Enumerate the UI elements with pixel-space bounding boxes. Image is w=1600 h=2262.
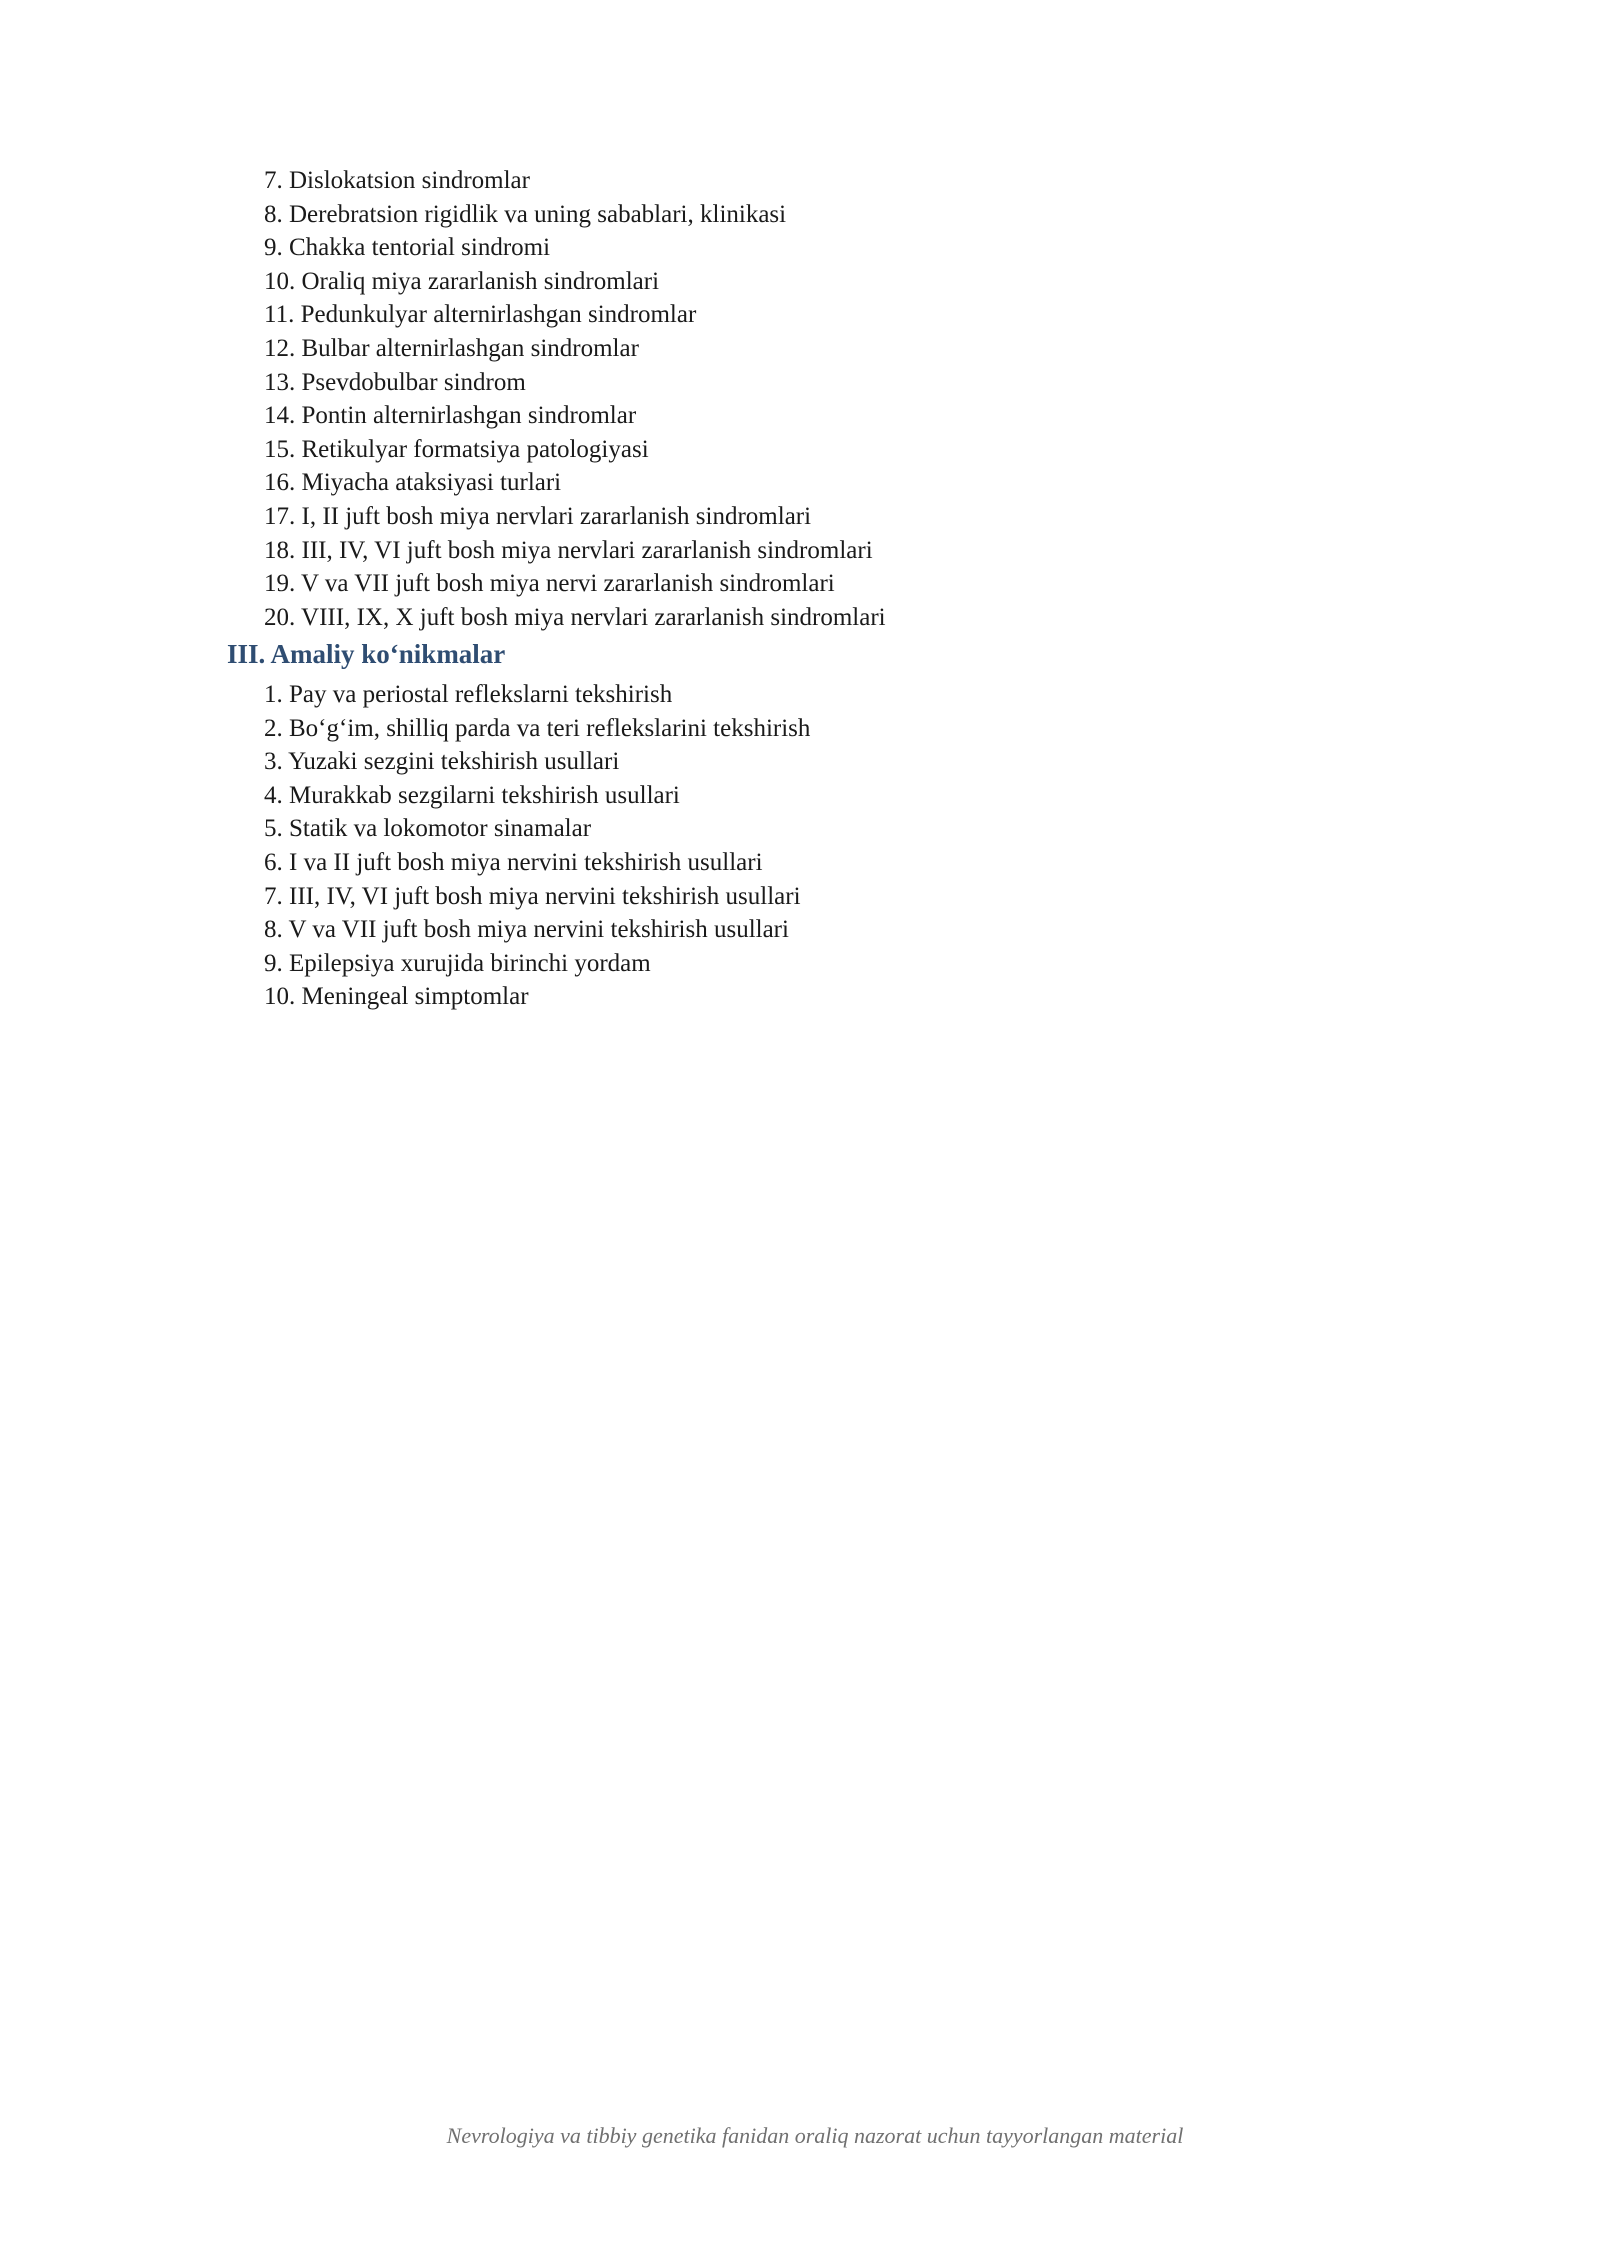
list-item: 19. V va VII juft bosh miya nervi zararlanish sindromlari <box>264 570 835 598</box>
list-item: 7. Dislokatsion sindromlar <box>264 167 530 194</box>
list-item: 14. Pontin alternirlashgan sindromlar <box>264 402 637 430</box>
list-item: 12. Bulbar alternirlashgan sindromlar <box>264 334 639 362</box>
list-item: 17. I, II juft bosh miya nervlari zararlanish sindromlari <box>264 502 812 530</box>
list-item: 1. Pay va periostal reflekslarni tekshirish <box>264 681 673 708</box>
list-item: 15. Retikulyar formatsiya patologiyasi <box>264 435 649 463</box>
list-item: 7. III, IV, VI juft bosh miya nervini tekshirish usullari <box>264 882 801 910</box>
list-item: 20. VIII, IX, X juft bosh miya nervlari zararlanish sindromlari <box>264 603 886 631</box>
list-item: 10. Oraliq miya zararlanish sindromlari <box>264 267 660 295</box>
practical-skills-list <box>264 678 810 1014</box>
list-item: 16. Miyacha ataksiyasi turlari <box>264 469 562 497</box>
list-item: 4. Murakkab sezgilarni tekshirish usullari <box>264 781 680 809</box>
list-item: 8. V va VII juft bosh miya nervini tekshirish usullari <box>264 916 789 944</box>
section-heading: III. Amaliy ko‘nikmalar <box>227 639 506 669</box>
list-item: 2. Bo‘g‘im, shilliq parda va teri reflekslarini tekshirish <box>264 714 811 742</box>
list-item: 10. Meningeal simptomlar <box>264 983 529 1011</box>
list-item: 13. Psevdobulbar sindrom <box>264 368 526 396</box>
list-item: 11. Pedunkulyar alternirlashgan sindromlar <box>264 301 697 329</box>
list-item: 8. Derebratsion rigidlik va uning sabablari, klinikasi <box>264 200 787 228</box>
list-item: 9. Chakka tentorial sindromi <box>264 234 551 262</box>
page-footer: Nevrologiya va tibbiy genetika fanidan oraliq nazorat uchun tayyorlangan material <box>446 2123 1184 2148</box>
list-item: 18. III, IV, VI juft bosh miya nervlari zararlanish sindromlari <box>264 536 873 564</box>
list-item: 3. Yuzaki sezgini tekshirish usullari <box>264 748 620 776</box>
list-item: 6. I va II juft bosh miya nervini tekshirish usullari <box>264 848 763 876</box>
list-item: 9. Epilepsiya xurujida birinchi yordam <box>264 949 651 977</box>
list-item: 5. Statik va lokomotor sinamalar <box>264 815 592 843</box>
topics-list-continued <box>264 164 886 634</box>
